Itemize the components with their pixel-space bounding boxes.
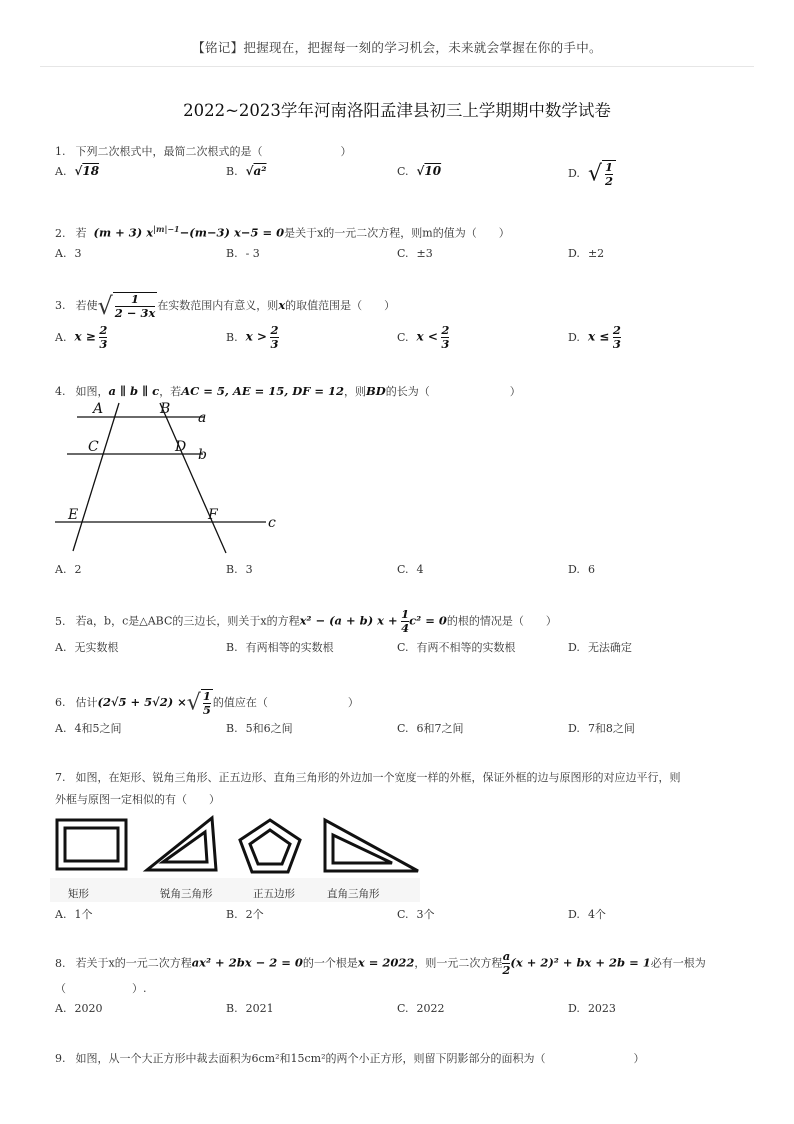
option-d (568, 639, 632, 655)
option-label: D. (568, 722, 580, 735)
math-expr: (2√5 + 5√2) × (97, 695, 187, 709)
option-c (397, 906, 435, 922)
option-label: D. (568, 641, 580, 654)
question-number: 9. (55, 1052, 66, 1065)
option-value: 2 (74, 563, 82, 576)
point-a-label: A (93, 401, 104, 417)
numerator: 1 (604, 160, 613, 174)
question-number: 3. (55, 299, 66, 312)
radicand: 10 (424, 164, 442, 178)
math-expr: BD (366, 384, 386, 398)
option-value: - 3 (245, 247, 260, 260)
question-3 (55, 292, 395, 320)
equation-part: −(m−3) x−5 = 0 (179, 225, 285, 240)
question-text: 如图，在矩形、锐角三角形、正五边形、直角三角形的外边加一个宽度一样的外框，保证外框的边与原图形的对应边平行，则 (75, 771, 681, 784)
point-c-label: C (88, 439, 99, 455)
option-label: D. (568, 563, 580, 576)
option-a (55, 1002, 102, 1015)
option-label: C. (397, 563, 409, 576)
option-label: C. (397, 908, 409, 921)
relation: x ≤ (587, 329, 610, 344)
question-number: 4. (55, 385, 66, 398)
parallel-lines-figure (50, 398, 290, 558)
option-label: A. (55, 165, 67, 178)
option-b (226, 639, 334, 655)
option-label: D. (568, 330, 580, 344)
fraction (613, 324, 621, 351)
exponent: |m|−1 (153, 224, 180, 234)
option-label: C. (397, 722, 409, 735)
option-value: 3 (245, 563, 253, 576)
question-text: 如图，从一个大正方形中裁去面积为6cm²和15cm²的两个小正方形，则留下阴影部分的面积为（ (75, 1052, 546, 1065)
question-number: 6. (55, 696, 66, 709)
question-text-end: ） (340, 145, 352, 158)
denominator: 3 (612, 337, 621, 351)
option-label: B. (226, 563, 238, 576)
denominator: 2 (604, 174, 613, 188)
option-b (226, 1002, 274, 1015)
question-text: 的根的情况是（ ） (446, 614, 557, 628)
fraction (99, 324, 107, 351)
option-d (568, 720, 635, 736)
question-text: ，若 (159, 385, 182, 398)
option-b (226, 720, 293, 736)
question-text: 必有一根为 (650, 956, 706, 970)
radical: √10 (416, 164, 442, 178)
question-text: 在实数范围内有意义，则 (157, 299, 279, 312)
question-1 (55, 143, 352, 159)
fraction (201, 689, 213, 717)
radical: √a² (245, 164, 267, 178)
header-divider (40, 66, 754, 67)
option-b (226, 164, 267, 178)
fraction (270, 324, 278, 351)
relation: x < (416, 329, 438, 344)
question-5 (55, 608, 557, 635)
line-a-label: a (198, 410, 207, 426)
radicand: 18 (82, 164, 100, 178)
option-label: B. (226, 1002, 238, 1015)
question-text: 的一个根是 (302, 956, 358, 970)
option-value: 7和8之间 (587, 722, 635, 735)
option-value: 3 (74, 247, 82, 260)
option-a (55, 247, 81, 260)
numerator: a (502, 949, 511, 963)
option-value: 3个 (416, 908, 435, 921)
question-text: 估计 (75, 696, 98, 709)
option-a (55, 164, 99, 178)
question-text: ，则 (344, 385, 367, 398)
math-expr: AC = 5, AE = 15, DF = 12 (181, 384, 345, 398)
denominator: 3 (99, 337, 108, 351)
question-number: 8. (55, 956, 66, 970)
denominator: 2 − 3x (114, 306, 156, 320)
question-7-line-2: 外框与原图一定相似的有（ ） (55, 793, 220, 806)
option-label: B. (226, 722, 238, 735)
numerator: 2 (612, 323, 621, 337)
question-text-end: ） (509, 385, 521, 398)
equation-part: x² − (a + b) x + (299, 613, 398, 628)
option-b (226, 324, 279, 351)
caption-acute-triangle: 锐角三角形 (160, 888, 213, 900)
question-text: 若关于x的一元二次方程 (75, 956, 192, 970)
option-c (397, 720, 464, 736)
option-label: A. (55, 563, 67, 576)
option-c (397, 639, 516, 655)
option-label: C. (397, 641, 409, 654)
denominator: 5 (202, 703, 211, 717)
option-label: A. (55, 722, 67, 735)
option-d (568, 247, 604, 260)
option-value: 5和6之间 (245, 722, 293, 735)
option-d (568, 563, 595, 576)
option-value: 2020 (74, 1002, 103, 1015)
caption-pentagon: 正五边形 (253, 888, 295, 900)
header-motto: 【铭记】把握现在，把握每一刻的学习机会，未来就会掌握在你的手中。 (192, 40, 602, 55)
question-9 (55, 1050, 645, 1066)
question-text: 若 (75, 226, 87, 240)
radicand: a² (253, 164, 267, 178)
line-c-label: c (268, 515, 276, 531)
fraction (602, 160, 616, 188)
option-a (55, 324, 107, 351)
option-label: D. (568, 1002, 580, 1015)
question-number: 1. (55, 145, 66, 158)
option-value: 无实数根 (74, 641, 119, 654)
denominator: 4 (401, 621, 410, 635)
option-label: C. (397, 1002, 409, 1015)
denominator: 3 (270, 337, 279, 351)
point-d-label: D (175, 439, 187, 455)
caption-right-triangle: 直角三角形 (327, 888, 380, 900)
option-label: B. (226, 641, 238, 654)
option-label: A. (55, 1002, 67, 1015)
option-value: 有两不相等的实数根 (416, 641, 516, 654)
question-number: 7. (55, 771, 66, 784)
fraction (441, 324, 449, 351)
question-text: 的长为（ (385, 385, 430, 398)
denominator: 2 (502, 963, 511, 977)
fraction (401, 608, 409, 635)
option-label: A. (55, 908, 67, 921)
option-a (55, 639, 118, 655)
question-text: 的值应在（ (212, 696, 268, 709)
question-text: 下列二次根式中，最简二次根式的是（ (75, 145, 263, 158)
question-4 (55, 383, 521, 399)
relation: x > (245, 329, 267, 344)
question-8-line-2: （ ）. (55, 982, 147, 995)
question-number: 5. (55, 614, 66, 628)
option-value: 有两相等的实数根 (245, 641, 334, 654)
option-label: D. (568, 167, 580, 180)
option-value: 1个 (74, 908, 93, 921)
option-label: B. (226, 330, 238, 344)
question-2 (55, 224, 510, 241)
pentagon-inner (250, 830, 290, 864)
math-expr: x = 2022 (357, 955, 415, 970)
equation-part: (m + 3) x (93, 225, 154, 240)
variable: x (278, 298, 286, 312)
option-b (226, 247, 260, 260)
option-label: B. (226, 165, 238, 178)
option-d (568, 160, 616, 188)
option-value: 4 (416, 563, 424, 576)
option-c (397, 247, 433, 260)
option-value: 2022 (416, 1002, 445, 1015)
option-c (397, 324, 449, 351)
option-d (568, 1002, 616, 1015)
question-number: 2. (55, 226, 66, 240)
page-title: 2022~2023学年河南洛阳孟津县初三上学期期中数学试卷 (183, 101, 611, 120)
option-label: C. (397, 247, 409, 260)
equation: ax² + 2bx − 2 = 0 (191, 955, 303, 970)
option-label: C. (397, 330, 409, 344)
option-c (397, 1002, 445, 1015)
option-b (226, 563, 253, 576)
question-8 (55, 950, 706, 977)
radical: √18 (74, 164, 100, 178)
option-a (55, 906, 92, 922)
option-value: 4个 (587, 908, 606, 921)
question-6 (55, 689, 359, 717)
numerator: 1 (131, 292, 140, 306)
option-b (226, 906, 264, 922)
point-e-label: E (68, 507, 79, 523)
option-d (568, 906, 606, 922)
transversal-bdf (160, 403, 226, 553)
line-b-label: b (198, 447, 207, 463)
radical-sign: √ (97, 292, 113, 320)
option-value: 2个 (245, 908, 264, 921)
equation-part: c² = 0 (409, 613, 447, 628)
numerator: 2 (99, 323, 108, 337)
caption-rectangle: 矩形 (68, 888, 89, 900)
option-label: A. (55, 330, 67, 344)
radical-sign: √ (587, 161, 602, 187)
numerator: 2 (441, 323, 450, 337)
question-text: 的取值范围是（ ） (285, 299, 396, 312)
numerator: 1 (401, 607, 410, 621)
option-label: B. (226, 247, 238, 260)
question-text: 若使 (75, 299, 98, 312)
question-text: 若a，b，c是△ABC的三边长，则关于x的方程 (75, 614, 300, 628)
question-text-end: ） (347, 696, 359, 709)
option-value: ±2 (587, 247, 605, 260)
fraction (113, 292, 158, 320)
rectangle-inner (65, 828, 118, 861)
option-label: A. (55, 641, 67, 654)
numerator: 2 (270, 323, 279, 337)
equation: (x + 2)² + bx + 2b = 1 (510, 955, 651, 970)
option-label: C. (397, 165, 409, 178)
numerator: 1 (202, 689, 211, 703)
point-f-label: F (208, 507, 218, 523)
radical-sign: √ (186, 690, 201, 716)
option-value: 6和7之间 (416, 722, 464, 735)
option-d (568, 324, 621, 351)
question-text: ，则一元二次方程 (414, 956, 503, 970)
option-c (397, 164, 441, 178)
option-label: D. (568, 908, 580, 921)
option-value: 2021 (245, 1002, 274, 1015)
math-expr: a ∥ b ∥ c (108, 384, 160, 398)
option-label: D. (568, 247, 580, 260)
relation: x ≥ (74, 329, 96, 344)
option-value: 无法确定 (587, 641, 632, 654)
option-c (397, 563, 424, 576)
acute-triangle-inner (163, 832, 207, 862)
transversal-ace (73, 403, 119, 551)
question-text-end: ） (633, 1052, 645, 1065)
option-label: B. (226, 908, 238, 921)
option-value: 6 (587, 563, 595, 576)
option-value: ±3 (416, 247, 433, 260)
question-7 (55, 769, 681, 785)
question-text: 如图， (75, 385, 109, 398)
option-a (55, 720, 121, 736)
option-value: 4和5之间 (74, 722, 122, 735)
denominator: 3 (441, 337, 450, 351)
option-a (55, 563, 81, 576)
question-text: 是关于x的一元二次方程，则m的值为（ ） (284, 226, 510, 240)
option-label: A. (55, 247, 67, 260)
option-value: 2023 (587, 1002, 616, 1015)
point-b-label: B (160, 401, 171, 417)
